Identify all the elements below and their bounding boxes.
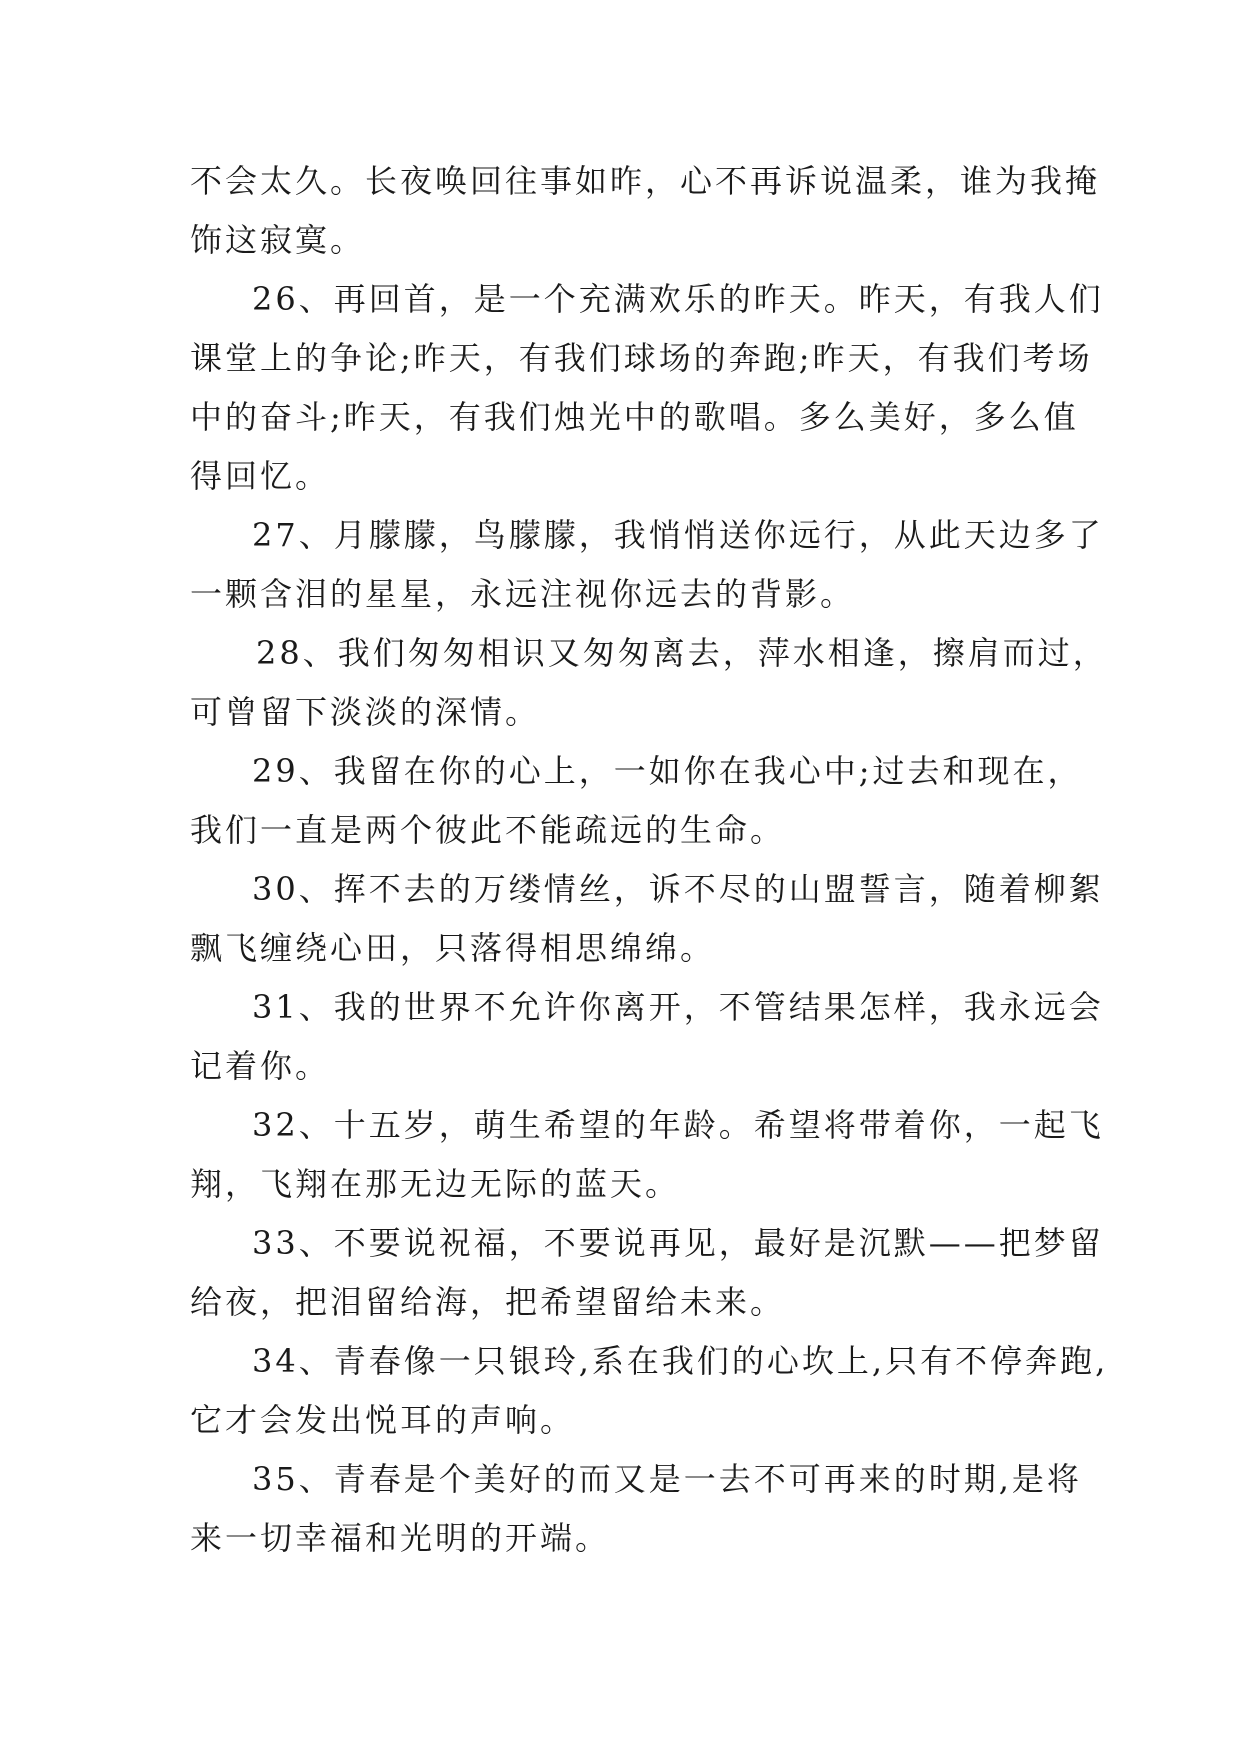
- text-line: 飘飞缠绕心田，只落得相思绵绵。: [190, 929, 716, 967]
- text-line: 课堂上的争论;昨天，有我们球场的奔跑;昨天，有我们考场: [190, 339, 1093, 377]
- text-line: 35、青春是个美好的而又是一去不可再来的时期,是将: [252, 1460, 1082, 1498]
- text-line: 可曾留下淡淡的深情。: [190, 693, 541, 731]
- text-line: 它才会发出悦耳的声响。: [190, 1401, 576, 1439]
- paragraph-32: [190, 1096, 1104, 1214]
- text-line: 翔，飞翔在那无边无际的蓝天。: [190, 1165, 681, 1203]
- paragraph-25-continued: [190, 152, 1101, 270]
- text-line: 得回忆。: [190, 457, 331, 495]
- text-line: 28、我们匆匆相识又匆匆离去，萍水相逢，擦肩而过，: [256, 634, 1108, 672]
- text-line: 29、我留在你的心上，一如你在我心中;过去和现在，: [252, 752, 1083, 790]
- text-line: 34、青春像一只银玲,系在我们的心坎上,只有不停奔跑,: [252, 1342, 1109, 1380]
- text-line: 记着你。: [190, 1047, 331, 1085]
- text-line: 30、挥不去的万缕情丝，诉不尽的山盟誓言，随着柳絮: [252, 870, 1104, 908]
- paragraph-35: [190, 1450, 1082, 1568]
- paragraph-29: [190, 742, 1083, 860]
- paragraph-33: [190, 1214, 1104, 1332]
- paragraph-27: [190, 506, 1104, 624]
- text-line: 32、十五岁，萌生希望的年龄。希望将带着你，一起飞: [252, 1106, 1104, 1144]
- text-line: 一颗含泪的星星，永远注视你远去的背影。: [190, 575, 856, 613]
- paragraph-34: [190, 1332, 1109, 1450]
- text-line: 31、我的世界不允许你离开，不管结果怎样，我永远会: [252, 988, 1104, 1026]
- paragraph-31: [190, 978, 1104, 1096]
- text-line: 33、不要说祝福，不要说再见，最好是沉默——把梦留: [252, 1224, 1104, 1262]
- text-line: 27、月朦朦，鸟朦朦，我悄悄送你远行，从此天边多了: [252, 516, 1104, 554]
- text-line: 饰这寂寞。: [190, 221, 366, 259]
- text-line: 来一切幸福和光明的开端。: [190, 1519, 611, 1557]
- paragraph-30: [190, 860, 1104, 978]
- paragraph-26: [190, 270, 1104, 506]
- text-line: 26、再回首，是一个充满欢乐的昨天。昨天，有我人们: [252, 280, 1104, 318]
- text-line: 给夜，把泪留给海，把希望留给未来。: [190, 1283, 786, 1321]
- paragraph-28: [190, 624, 1108, 742]
- text-line: 不会太久。长夜唤回往事如昨，心不再诉说温柔，谁为我掩: [190, 162, 1101, 200]
- document-body: [190, 152, 1109, 1568]
- text-line: 中的奋斗;昨天，有我们烛光中的歌唱。多么美好，多么值: [190, 398, 1079, 436]
- text-line: 我们一直是两个彼此不能疏远的生命。: [190, 811, 786, 849]
